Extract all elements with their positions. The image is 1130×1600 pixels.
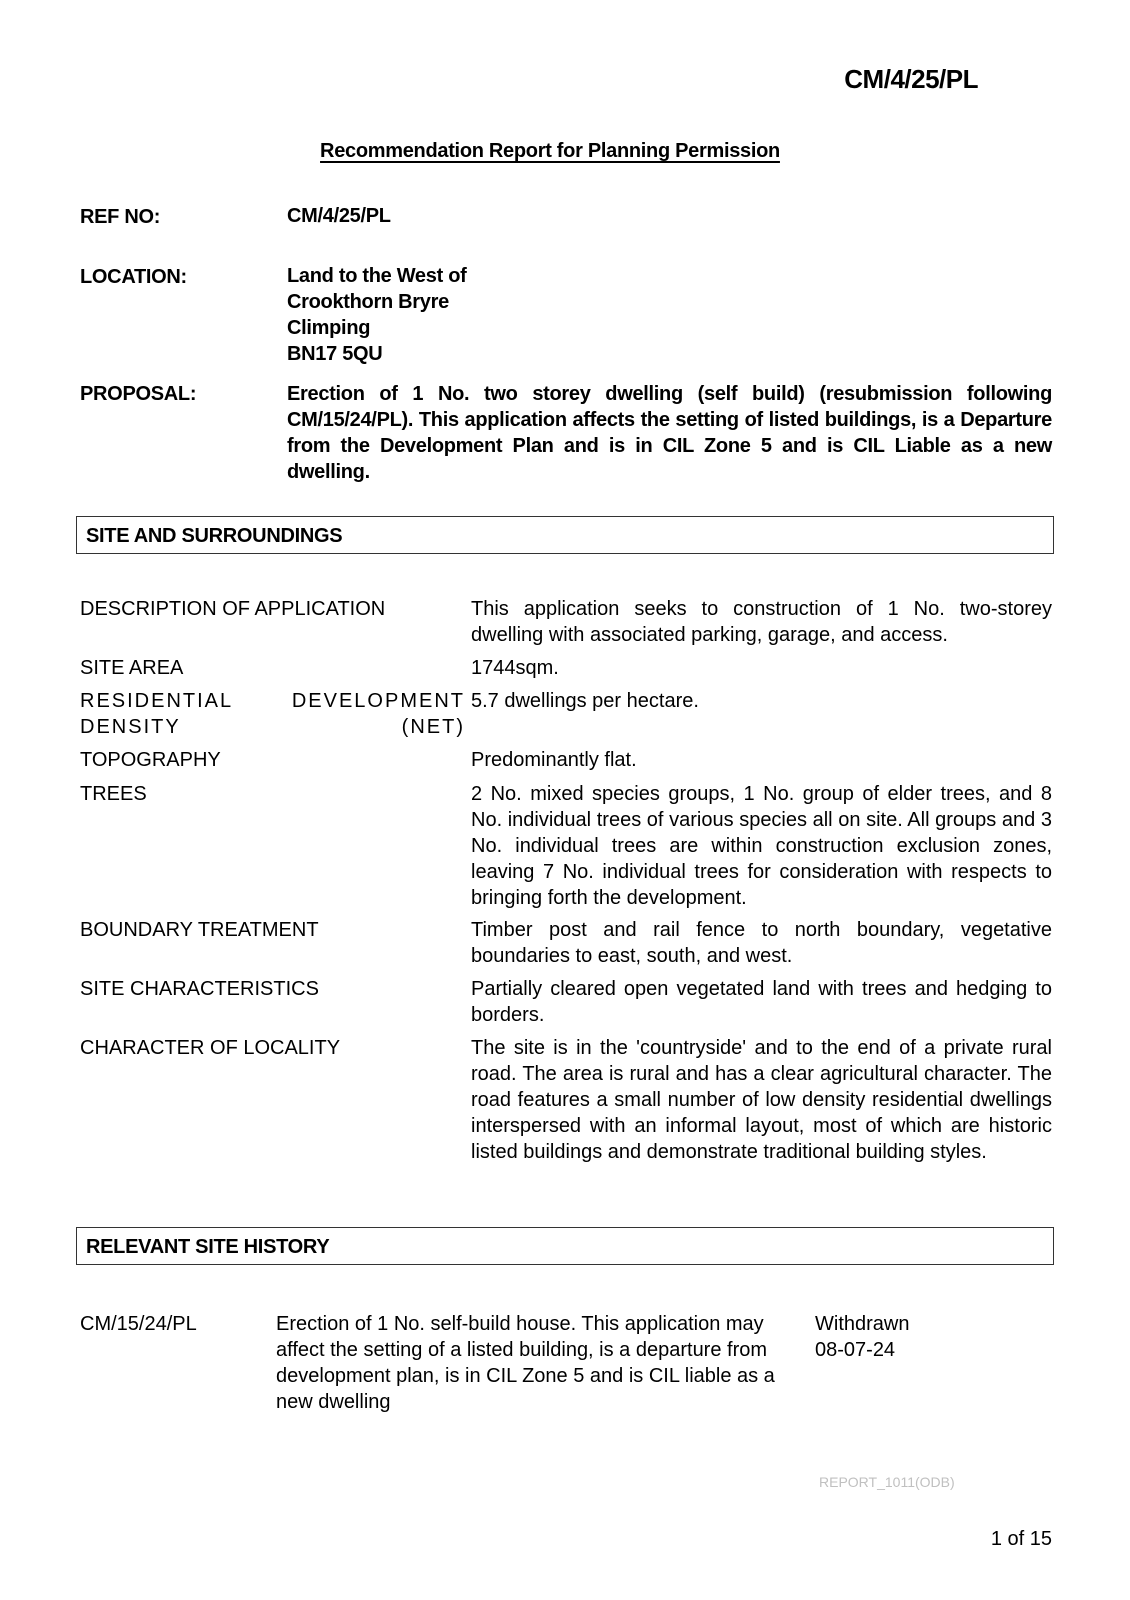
site-row-value: Predominantly flat. xyxy=(471,749,637,771)
site-row-label: TOPOGRAPHY xyxy=(80,749,221,771)
header-reference: CM/4/25/PL xyxy=(844,64,978,94)
location-line-1: Land to the West of xyxy=(287,265,467,287)
site-row-value: This application seeks to construction of 1 No. two-storey dwelling with associated parking, garage, and access. xyxy=(471,598,1052,646)
location-line-3: Climping xyxy=(287,317,371,339)
site-row-label: DESCRIPTION OF APPLICATION xyxy=(80,598,386,620)
site-row-label: TREES xyxy=(80,783,147,805)
history-description: Erection of 1 No. self-build house. This application may affect the setting of a listed building, is a departure from development plan, is in CIL Zone 5 and is CIL liable as a new dwelling xyxy=(276,1313,775,1413)
location-label: LOCATION: xyxy=(80,266,187,288)
history-status: Withdrawn xyxy=(815,1313,910,1335)
report-code: REPORT_1011(ODB) xyxy=(819,1474,955,1490)
page-title xyxy=(0,140,1100,163)
site-row-value: Partially cleared open vegetated land with trees and hedging to borders. xyxy=(471,978,1052,1026)
page-title-text: Recommendation Report for Planning Permission xyxy=(320,140,780,162)
ref-label: REF NO: xyxy=(80,206,161,228)
site-row-value: 1744sqm. xyxy=(471,657,559,679)
history-date: 08-07-24 xyxy=(815,1339,896,1361)
history-reference: CM/15/24/PL xyxy=(80,1313,197,1335)
proposal-label: PROPOSAL: xyxy=(80,383,197,405)
location-line-4: BN17 5QU xyxy=(287,343,383,365)
page-number: 1 of 15 xyxy=(990,1528,1052,1550)
site-row-value: 5.7 dwellings per hectare. xyxy=(471,690,699,712)
site-row-label: CHARACTER OF LOCALITY xyxy=(80,1037,341,1059)
site-row-value: Timber post and rail fence to north boundary, vegetative boundaries to east, south, and west. xyxy=(471,919,1052,967)
location-line-2: Crookthorn Bryre xyxy=(287,291,449,313)
site-row-label: RESIDENTIAL DEVELOPMENT DENSITY (NET) xyxy=(80,690,465,738)
site-row-label: SITE CHARACTERISTICS xyxy=(80,978,319,1000)
site-row-label: BOUNDARY TREATMENT xyxy=(80,919,319,941)
location-address xyxy=(287,263,466,367)
site-row-value: 2 No. mixed species groups, 1 No. group of elder trees, and 8 No. individual trees of various species all on site. All groups and 3 No. individual trees are within construction exclusion zones, leaving 7 No. individual trees for consideration with respects to bringing forth the development. xyxy=(471,783,1052,909)
site-section-header xyxy=(76,516,1054,554)
site-section-heading: SITE AND SURROUNDINGS xyxy=(86,525,343,547)
ref-value: CM/4/25/PL xyxy=(287,205,391,227)
site-row-value: The site is in the 'countryside' and to the end of a private rural road. The area is rural and has a clear agricultural character. The road features a small number of low density residential dwellings interspersed with an informal layout, most of which are historic listed buildings and demonstrate traditional building styles. xyxy=(471,1037,1052,1163)
proposal-text: Erection of 1 No. two storey dwelling (self build) (resubmission following CM/15/24/PL). This application affects the setting of listed buildings, is a Departure from the Development Plan and is in CIL Zone 5 and is CIL Liable as a new dwelling. xyxy=(287,383,1052,483)
history-section-header xyxy=(76,1227,1054,1265)
site-row-label: SITE AREA xyxy=(80,657,184,679)
history-section-heading: RELEVANT SITE HISTORY xyxy=(86,1236,330,1258)
